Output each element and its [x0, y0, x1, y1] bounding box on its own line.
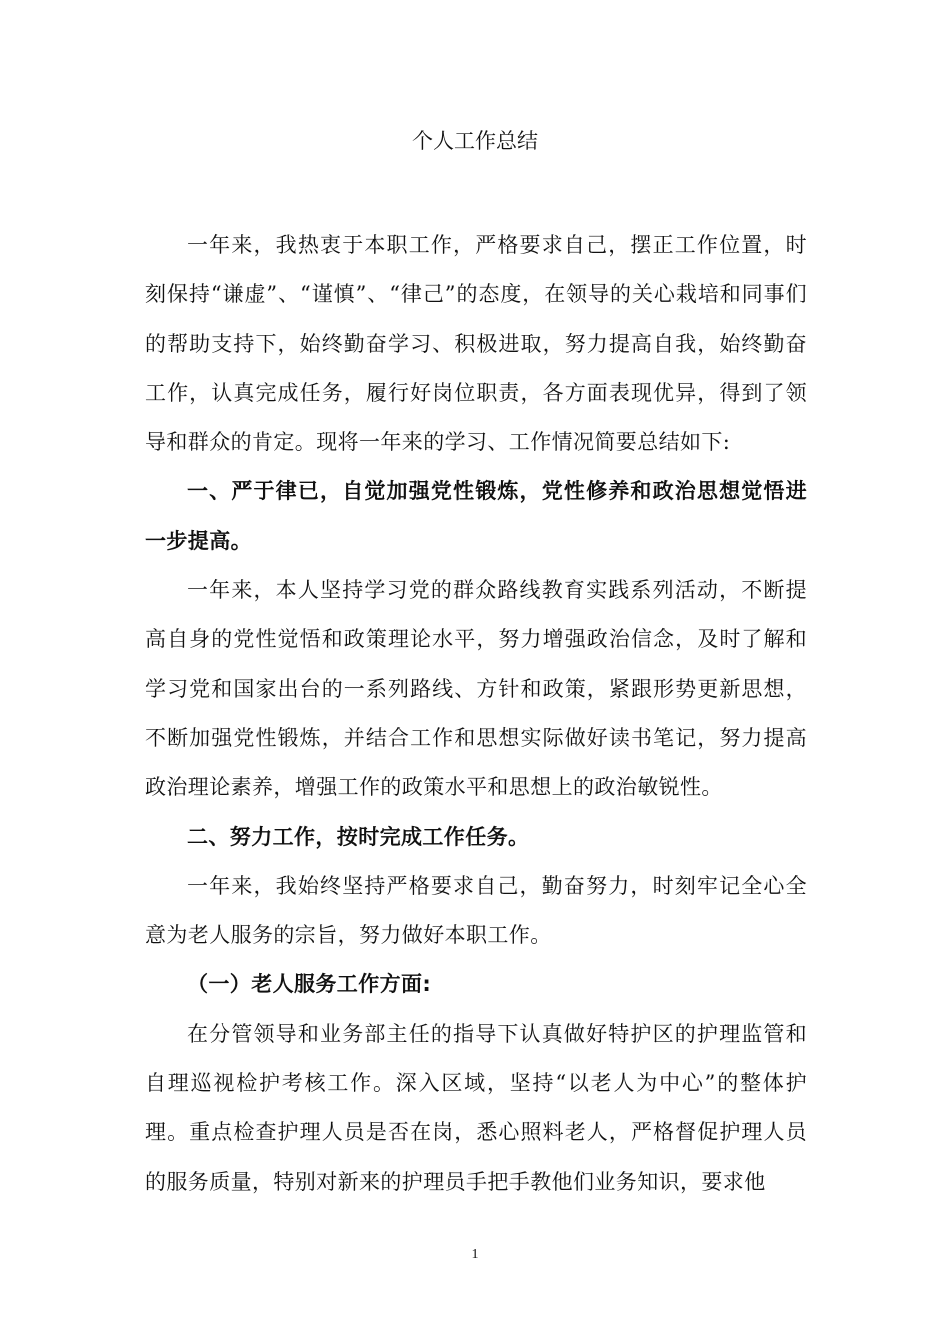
subsection-heading-1: （一）老人服务工作方面:: [187, 972, 432, 997]
section-2-paragraph: 一年来，我始终坚持严格要求自己，勤奋努力，时刻牢记全心全意为老人服务的宗旨，努力做好本职工作。: [145, 873, 807, 948]
document-title: 个人工作总结: [412, 129, 538, 153]
subsection-1-paragraph: 在分管领导和业务部主任的指导下认真做好特护区的护理监管和自理巡视检护考核工作。深入区域，坚持“以老人为中心”的整体护理。重点检查护理人员是否在岗，悉心照料老人，严格督促护理人员的服务质量，特别对新来的护理员手把手教他们业务知识，要求他: [145, 1021, 807, 1194]
page-number: 1: [471, 1247, 479, 1262]
intro-paragraph: 一年来，我热衷于本职工作，严格要求自己，摆正工作位置，时刻保持“谦虚”、“谨慎”、“律己”的态度，在领导的关心栽培和同事们的帮助支持下，始终勤奋学习、积极进取，努力提高自我，始终勤奋工作，认真完成任务，履行好岗位职责，各方面表现优异，得到了领导和群众的肯定。现将一年来的学习、工作情况简要总结如下:: [145, 233, 807, 455]
section-heading-1: 一、严于律已，自觉加强党性锻炼，党性修养和政治思想觉悟进一步提高。: [145, 479, 807, 553]
document-body: [145, 221, 807, 1207]
section-1-paragraph: 一年来，本人坚持学习党的群众路线教育实践系列活动，不断提高自身的党性觉悟和政策理论水平，努力增强政治信念，及时了解和学习党和国家出台的一系列路线、方针和政策，紧跟形势更新思想，不断加强党性锻炼，并结合工作和思想实际做好读书笔记，努力提高政治理论素养，增强工作的政策水平和思想上的政治敏锐性。: [145, 578, 807, 800]
section-heading-2: 二、努力工作，按时完成工作任务。: [187, 824, 530, 849]
